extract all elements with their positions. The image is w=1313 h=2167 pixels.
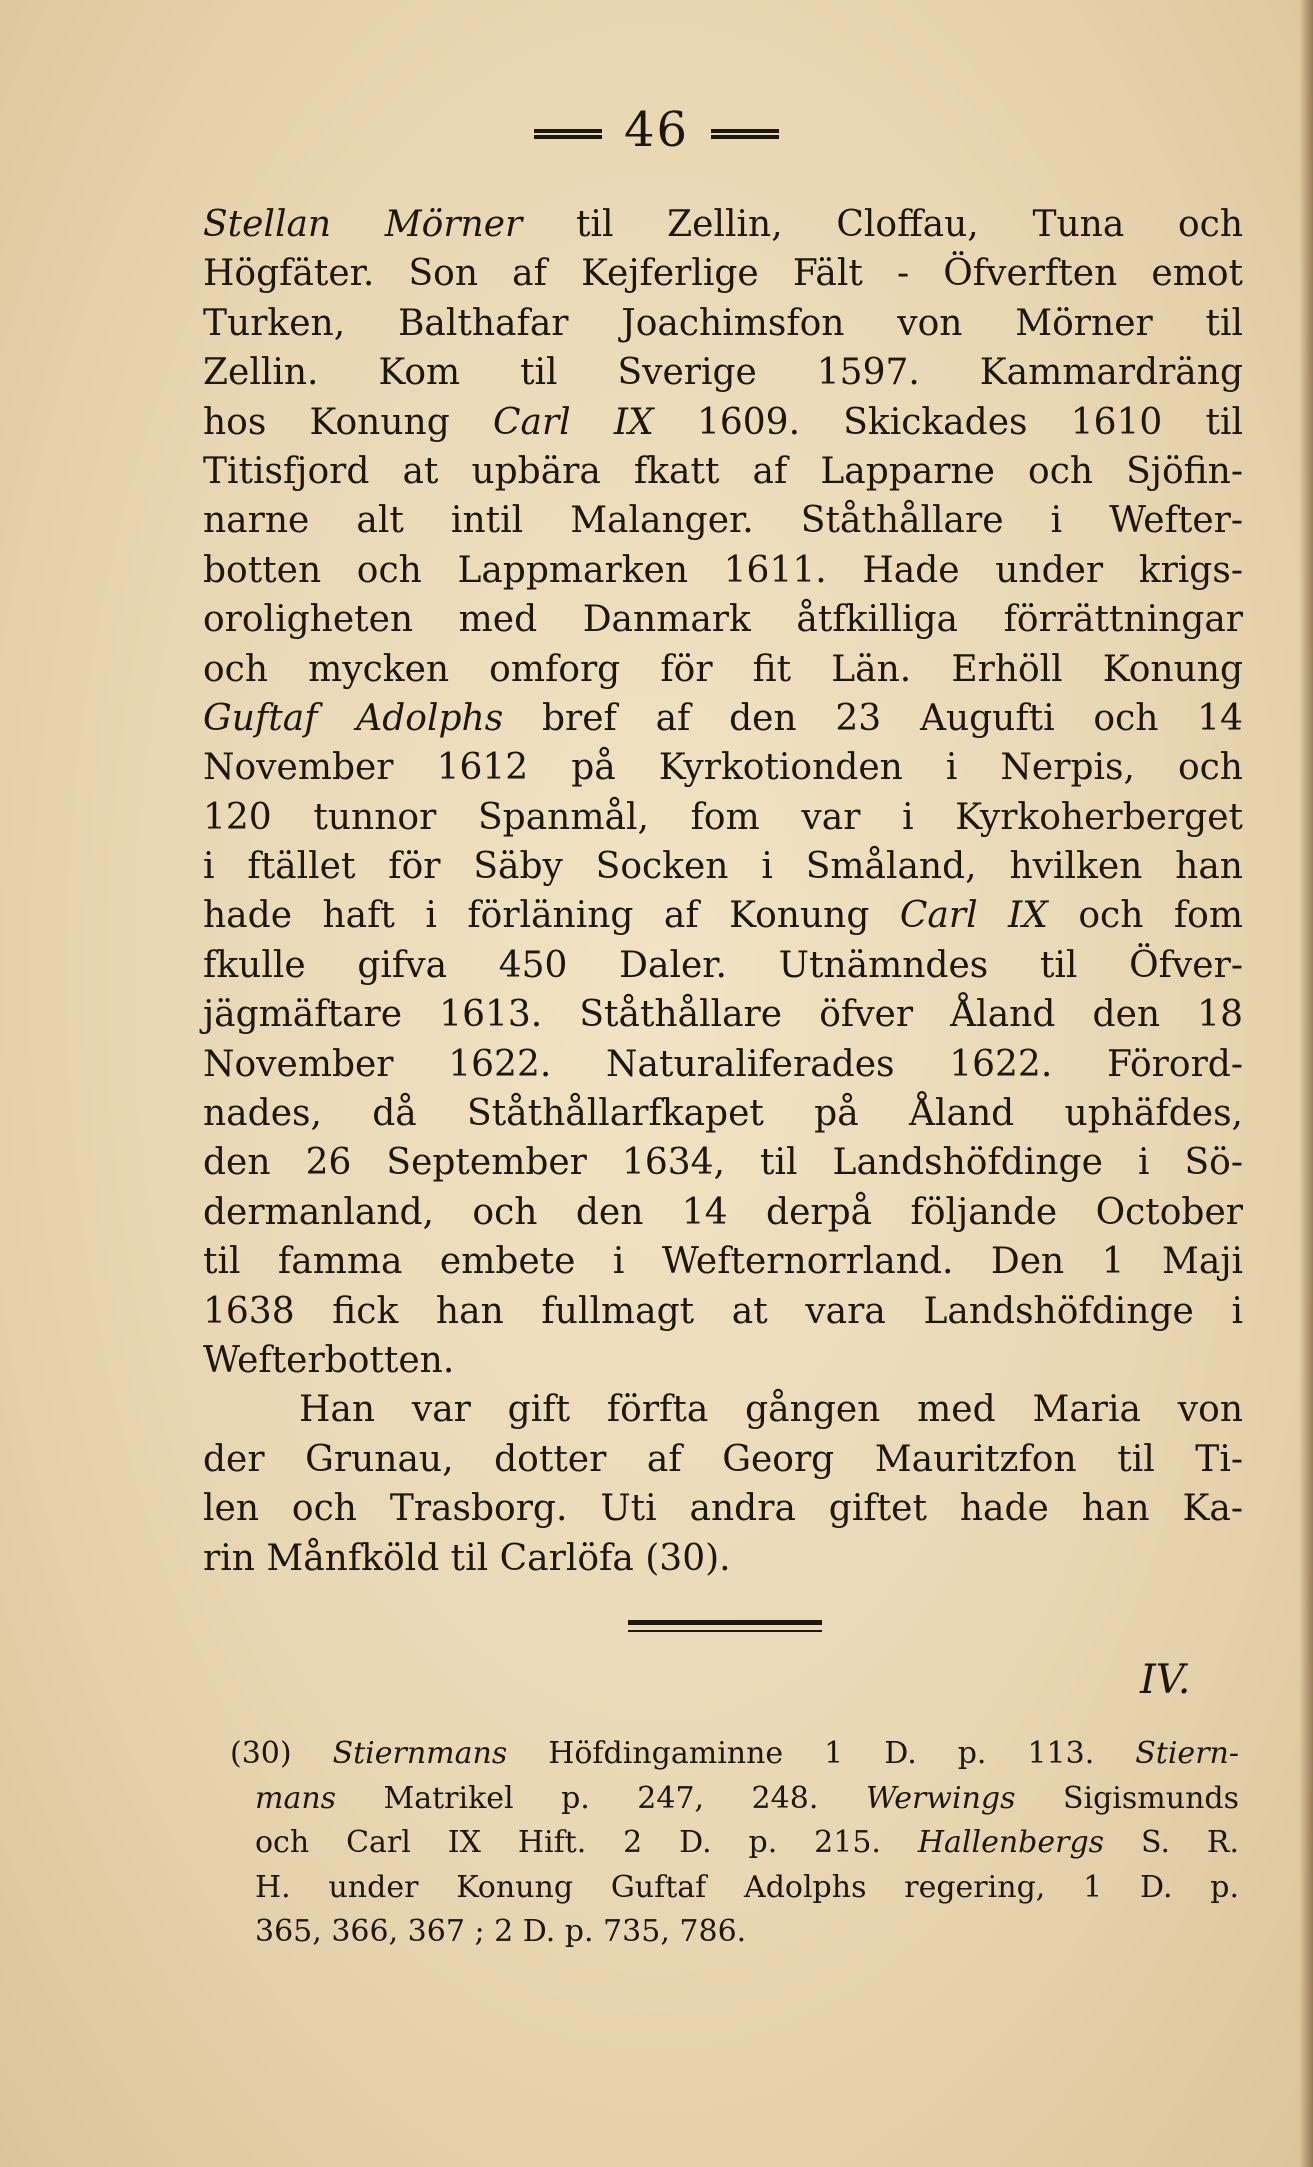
- italic-text: mans: [255, 1780, 337, 1816]
- text-run: och mycken omforg för fit Län. Erhöll Konung: [203, 648, 1243, 690]
- text-run: Wefterbotten.: [203, 1339, 455, 1381]
- footnotes: [230, 1732, 1239, 1955]
- footnote-line: [255, 1910, 1239, 1955]
- text-line: [203, 595, 1243, 644]
- text-run: i ftället för Säby Socken i Småland, hvilken han: [203, 846, 1243, 888]
- text-run: dermanland, och den 14 derpå följande October: [203, 1191, 1243, 1233]
- catchword: IV.: [1140, 1657, 1191, 1703]
- text-line: [203, 793, 1243, 842]
- text-run: 120 tunnor Spanmål, fom var i Kyrkoherberget: [203, 796, 1243, 838]
- text-line: [203, 1534, 1243, 1583]
- text-run: Högfäter. Son af Kejferlige Fält - Öfverften emot: [203, 253, 1243, 295]
- footnote-line: [255, 1821, 1239, 1866]
- text-run: rin Månfköld til Carlöfa (30).: [203, 1537, 731, 1579]
- text-run: och fom: [1047, 895, 1243, 937]
- text-line: [203, 200, 1243, 249]
- text-run: 1638 fick han fullmagt at vara Landshöfdinge i: [203, 1290, 1243, 1332]
- text-line: [203, 1435, 1243, 1484]
- page-header: [0, 100, 1313, 160]
- italic-text: Stellan Mörner: [203, 204, 523, 245]
- text-line: [203, 1484, 1243, 1533]
- italic-text: Werwings: [865, 1780, 1016, 1816]
- text-line: [203, 1237, 1243, 1286]
- page-edge-shadow: [1299, 0, 1313, 2167]
- text-line: [203, 398, 1243, 447]
- text-run: Sigismunds: [1015, 1780, 1239, 1816]
- text-run: Titisfjord at upbära fkatt af Lapparne och Sjöfin-: [203, 450, 1243, 492]
- text-line: [203, 1287, 1243, 1336]
- text-run: S. R.: [1104, 1825, 1239, 1860]
- text-run: fkulle gifva 450 Daler. Utnämndes til Öfver-: [203, 944, 1243, 986]
- text-line: [203, 1385, 1243, 1434]
- text-run: nades, då Ståthållarfkapet på Åland uphäfdes,: [203, 1093, 1243, 1135]
- text-run: Höfdingaminne 1 D. p. 113.: [507, 1736, 1136, 1771]
- italic-text: Hallenbergs: [917, 1825, 1105, 1860]
- text-line: [203, 1089, 1243, 1138]
- text-run: botten och Lappmarken 1611. Hade under krigs-: [203, 549, 1243, 591]
- text-run: Zellin. Kom til Sverige 1597. Kammardräng: [203, 352, 1243, 394]
- italic-text: Stiernmans: [332, 1736, 508, 1771]
- main-text: [203, 200, 1243, 1583]
- text-run: bref af den 23 Augufti och 14: [503, 697, 1243, 739]
- text-line: [203, 743, 1243, 792]
- text-line: [203, 645, 1243, 694]
- text-run: Turken, Balthafar Joachimsfon von Mörner til: [203, 302, 1243, 344]
- text-run: November 1612 på Kyrkotionden i Nerpis, och: [203, 747, 1243, 789]
- text-run: 1609. Skickades 1610 til: [653, 401, 1243, 443]
- text-run: (30): [230, 1736, 333, 1771]
- text-line: [203, 348, 1243, 397]
- italic-text: Carl IX: [492, 401, 654, 443]
- text-run: November 1622. Naturaliferades 1622. Förord-: [203, 1043, 1243, 1085]
- text-run: Han var gift förfta gången med Maria von: [299, 1389, 1243, 1431]
- text-run: hade haft i förläning af Konung: [203, 895, 900, 937]
- footnote-line: [255, 1777, 1239, 1822]
- text-line: [203, 694, 1243, 743]
- text-run: och Carl IX Hift. 2 D. p. 215.: [255, 1825, 918, 1860]
- section-divider: [628, 1620, 822, 1632]
- text-line: [203, 1336, 1243, 1385]
- text-line: [203, 546, 1243, 595]
- text-run: Matrikel p. 247, 248.: [336, 1780, 866, 1816]
- header-rule-left: [534, 129, 602, 139]
- footnote-line: [230, 1732, 1239, 1777]
- footnote-line: [255, 1866, 1239, 1911]
- italic-text: Stiern-: [1135, 1736, 1239, 1771]
- text-run: narne alt intil Malanger. Ståthållare i Wefter-: [203, 500, 1243, 542]
- text-run: jägmäftare 1613. Ståthållare öfver Åland den 18: [203, 994, 1243, 1036]
- text-line: [203, 1138, 1243, 1187]
- text-line: [203, 941, 1243, 990]
- text-run: den 26 September 1634, til Landshöfdinge i Sö-: [203, 1142, 1243, 1184]
- text-line: [203, 447, 1243, 496]
- text-run: H. under Konung Guftaf Adolphs regering, 1 D. p.: [255, 1869, 1239, 1905]
- text-line: [203, 891, 1243, 940]
- text-line: [203, 249, 1243, 298]
- italic-text: Carl IX: [899, 895, 1048, 937]
- italic-text: Guftaf Adolphs: [203, 697, 504, 739]
- text-line: [203, 990, 1243, 1039]
- header-rule-right: [711, 129, 779, 139]
- text-run: len och Trasborg. Uti andra giftet hade han Ka-: [203, 1488, 1243, 1530]
- text-run: 365, 366, 367 ; 2 D. p. 735, 786.: [255, 1914, 747, 1949]
- text-line: [203, 496, 1243, 545]
- text-line: [203, 842, 1243, 891]
- text-run: der Grunau, dotter af Georg Mauritzfon til Ti-: [203, 1438, 1243, 1480]
- text-line: [203, 299, 1243, 348]
- text-run: til Zellin, Cloffau, Tuna och: [522, 204, 1244, 245]
- text-run: hos Konung: [203, 401, 493, 443]
- text-line: [203, 1188, 1243, 1237]
- text-run: til famma embete i Wefternorrland. Den 1 Maji: [203, 1241, 1243, 1283]
- page-number: 46: [623, 102, 690, 158]
- text-run: oroligheten med Danmark åtfkilliga förrättningar: [203, 599, 1243, 641]
- text-line: [203, 1040, 1243, 1089]
